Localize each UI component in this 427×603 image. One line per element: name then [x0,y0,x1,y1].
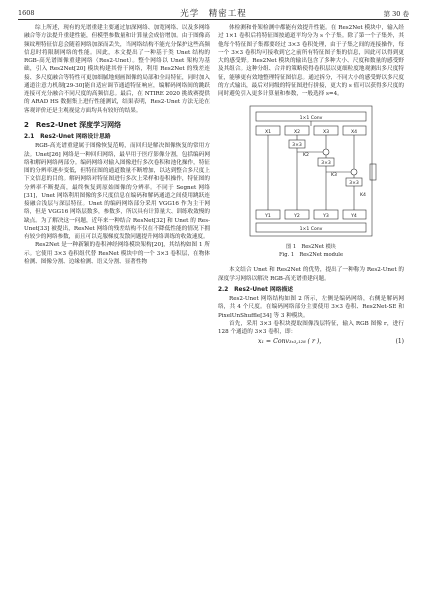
figure-caption-en: Fig. 1 Res2Net module [278,251,344,258]
diagram-label: 3×3 [349,181,359,187]
subsection-heading: 2.1 Res2-Unet 网络设计思路 [24,134,111,140]
left-column [24,24,210,266]
paragraph: RGB-高光谱重建属于图像恢复范畴，而回归是解决图像恢复的常用方法。Unet[26] 网络是一种回归网络，最早用于医疗影像分割，包括编码网络和解码网络两部分。编码网络对输入图像进行多次卷积和池化操作，特征图的分辨率逐步变低，但特征图的通道数量不断增加，以达到整合多尺度上下文信息的目的。解码网络对特征图进行多次上采样和卷积操作，特征图的分辨率不断提高，最终恢复到原始图像的分辨率。不同于 Segnet 网络[31]，Unet 网络利用图像的多尺度信息在编码和解码通道之间使用跳跃连接融合浅层与深层特征。Unet 的编码网络部分采用 VGG16 作为主干网络，但是 VGG16 网络层数多，参数多，所以具有计算量大、训练收敛慢的缺点。为了解决这一问题，近年来一种结合 ResNet[32] 和 Unet 的 Res-Unet[33] 被提出，ResNet 网络的残差结构不仅在不降低性能的情况下拥有较少的网络参数，而且可以克服梯度发散问题提升网络训练的收敛速度。 [24,143,210,240]
figure-res2net-module [218,102,404,264]
diagram-label: 3×3 [321,161,331,167]
figure-caption-cn: 图 1 Res2Net 模块 [286,244,336,251]
diagram-label: X4 [350,130,358,136]
diagram-label: X1 [264,130,272,136]
page-header [18,6,409,20]
section-heading: 2 Res2-Unet 深度学习网络 [24,120,122,129]
diagram-label: K4 [360,193,366,199]
diagram-label: Y2 [294,214,300,220]
add-node [323,149,329,155]
subsection-heading: 2.2 Res2-Unet 网络描述 [218,286,294,293]
header-rule [18,19,409,20]
diagram-label: X2 [293,130,301,136]
diagram-label: 1×1 Conv [299,227,323,233]
page-number: 1608 [18,9,35,17]
journal-title: 光学 精密工程 [180,9,247,19]
equation-number: (1) [395,338,404,346]
diagram-label: K2 [303,153,309,159]
res2net-diagram [244,102,378,242]
paragraph: 首先，采用 3×3 卷积块提取图像浅层特征，输入 RGB 图像 r，进行 128 个通道的 3×3 卷积，即： [218,320,404,335]
paragraph: Res2-Unet 网络结构如图 2 所示，左侧是编码网络，右侧是解码网络，共 4 个尺度。在编码网络部分主要使用 3×3 卷积、Res2Net-SE 和 PixelUnShuffle[34] 等 3 种模块。 [218,296,404,319]
identity-path [370,164,376,180]
diagram-label: 3×3 [292,143,302,149]
paragraph: 本文结合 Unet 和 Res2Net 的优势，提出了一种称为 Res2-Unet 的深度学习网络以解决 RGB-高光谱重建问题。 [218,267,404,282]
diagram-label: Y3 [323,214,329,220]
diagram-label: 1×1 Conv [299,116,323,122]
equation-1 [218,338,404,350]
paragraph: Res2Net 是一种新颖的卷积神经网络模块架构[20]，其结构如图 1 所示。它使用 3×3 卷积组代替 ResNet 模块中的一个 3×3 卷积层，在物体检测、图像分割、边缘检测、语义分割、显著性物 [24,242,210,265]
volume-label: 第 30 卷 [383,10,409,18]
diagram-label: Y1 [265,214,271,220]
diagram-label: X3 [322,130,330,136]
equation-formula: x₁ = Conv₃ₓ₃,₁₂₈ ( r )， [258,338,326,346]
diagram-label: K3 [331,173,337,179]
right-column [218,24,404,350]
paragraph: 体检测和骨架检测中都能有效提升性能。在 Res2Net 模块中，输入经过 1×1 卷积后将特征图按通道平均分为 s 个子集。除了第一个子集外，其他每个特征图子集都要经过 3×3 卷积处理，由于子集之间的连接操作，每一个 3×3 卷积均可接收到它之前所有特征图子集的信息，因此可以得到更大的感受野。Res2Net 模块的输出包含了多种大小、尺度和数量的感受野及其组合。这种分组、合并的策略使得卷积层以更细粒度地观测出多尺度特征，能够更有效地整理特征图信息。通过拆分，不同大小的感受野以多尺度的方式输出，最后对同级的特征图进行拼接，更大的 s 值可以获得多尺度的同时避免引入更多计算量和参数，一般选择 s=4。 [218,25,404,97]
diagram-label: Y4 [351,214,357,220]
add-node [351,169,357,175]
paragraph: 综上所述，现有的光谱重建主要通过加深网络、加宽网络、以及多网络融合等方法提升重建性能，但模型参数量和计算量会成倍增加。由于图像高频纹理特征信息会随着网络加深而丢失，当网络结构不能充分保护这些高频信息时将限制网络的性能。因此，本文提出了一种基于类 Unet 结构的 RGB-高光谱图像重建网络（Res2-Unet）。整个网络以 Unet 架构为基础，引入 Res2Net[20] 模块构建其骨干网络，利用 Res2Net 的残差连接、多尺度融合等特性可更加细腻地刻画图像的局部和全局特征，同时加入通道注意力机制[29-30]能自适应调节通道特征响应，编解码网络间的跳跃连接可充分融合不同尺度的高频信息。最后，在 NTIRE 2020 挑战赛提供的 ARAD HS 数据集上进行性能测试，结果表明，Res2-Unet 方法无论在客观评价还是主观视觉方面均具有较好的结果。 [24,25,210,114]
